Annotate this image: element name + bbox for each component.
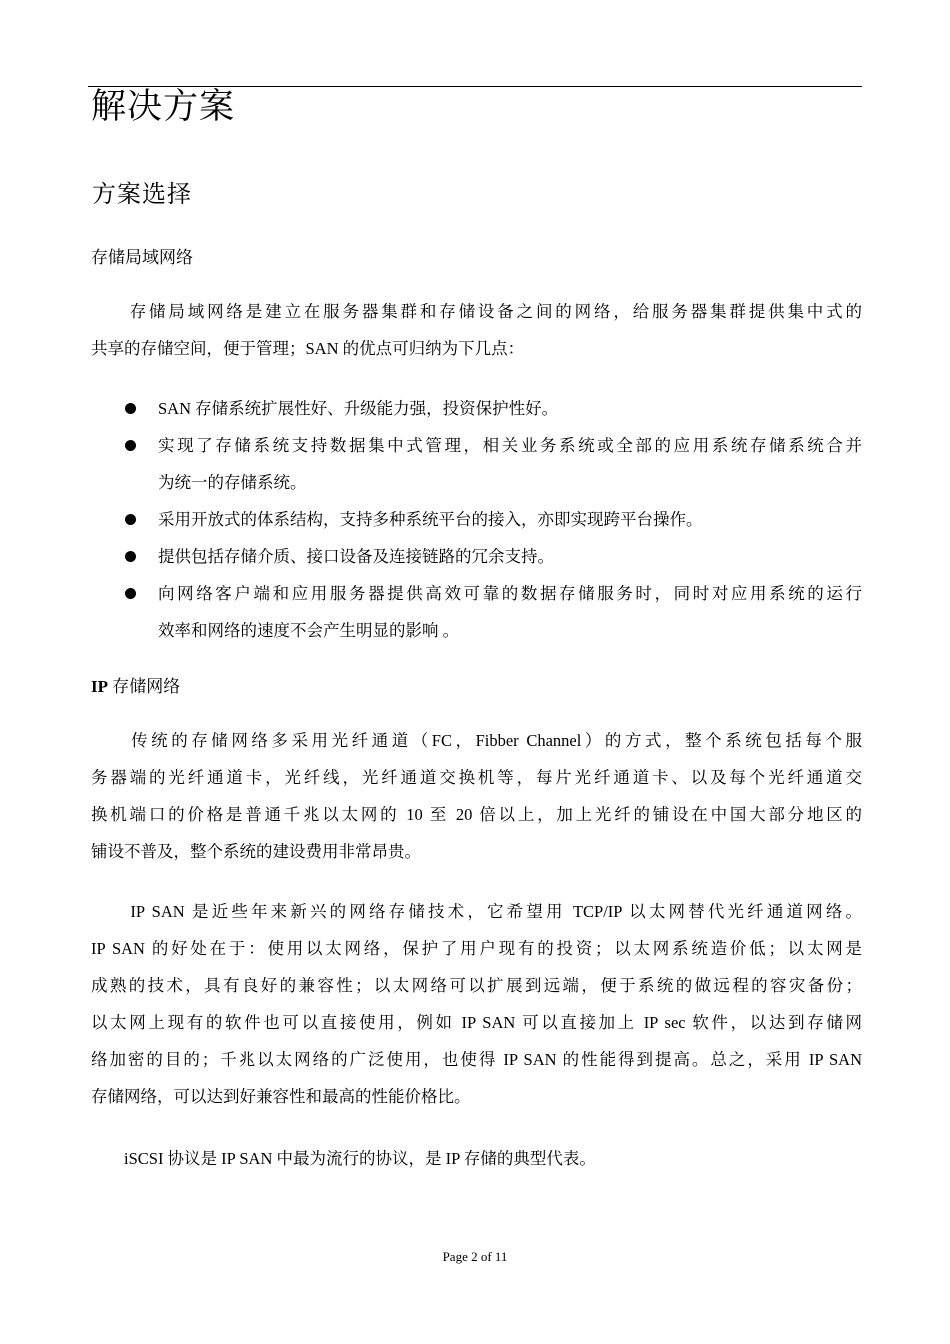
san-subheading: 存储局域网络 [91, 248, 193, 267]
list-item [91, 538, 862, 575]
text-line: SAN 存储系统扩展性好、升级能力强，投资保护性好。 [158, 399, 559, 418]
text-line: IP SAN 的好处在于：使用以太网络，保护了用户现有的投资；以太网系统造价低；以太网是 [91, 939, 862, 958]
bullet-icon [125, 403, 136, 414]
ipsan-paragraph [91, 893, 862, 1115]
text-line: 存储局域网络是建立在服务器集群和存储设备之间的网络，给服务器集群提供集中式的 [91, 302, 862, 321]
text-line: 实现了存储系统支持数据集中式管理，相关业务系统或全部的应用系统存储系统合并 [158, 436, 862, 455]
ip-subheading-rest: 存储网络 [108, 677, 181, 696]
iscsi-paragraph [91, 1140, 862, 1177]
text-line: 铺设不普及，整个系统的建设费用非常昂贵。 [91, 842, 421, 861]
text-line: 提供包括存储介质、接口设备及连接链路的冗余支持。 [158, 547, 554, 566]
text-line: 以太网上现有的软件也可以直接使用，例如 IP SAN 可以直接加上 IP sec 软件，以达到存储网 [91, 1013, 862, 1032]
list-item [91, 427, 862, 501]
list-item [91, 575, 862, 649]
ip-subheading-bold: IP [91, 677, 108, 696]
text-line: IP SAN 是近些年来新兴的网络存储技术，它希望用 TCP/IP 以太网替代光纤通道网络。 [91, 902, 862, 921]
text-line: 共享的存储空间，便于管理；SAN 的优点可归纳为下几点： [91, 339, 525, 358]
text-line: 务器端的光纤通道卡，光纤线，光纤通道交换机等，每片光纤通道卡、以及每个光纤通道交 [91, 768, 862, 787]
san-advantages-list [91, 390, 862, 649]
bullet-icon [125, 588, 136, 599]
san-intro-paragraph [91, 293, 862, 367]
section-heading: 方案选择 [92, 180, 192, 208]
text-line: 存储网络，可以达到好兼容性和最高的性能价格比。 [91, 1087, 471, 1106]
text-line: 效率和网络的速度不会产生明显的影响 。 [158, 621, 460, 640]
list-item [91, 501, 862, 538]
text-line: 采用开放式的体系结构，支持多种系统平台的接入，亦即实现跨平台操作。 [158, 510, 703, 529]
text-line: 为统一的存储系统。 [158, 473, 307, 492]
text-line: 向网络客户端和应用服务器提供高效可靠的数据存储服务时，同时对应用系统的运行 [158, 584, 862, 603]
text-line: iSCSI 协议是 IP SAN 中最为流行的协议，是 IP 存储的典型代表。 [91, 1149, 596, 1168]
text-line: 传统的存储网络多采用光纤通道（FC，Fibber Channel）的方式，整个系统包括每个服 [91, 731, 862, 750]
list-item [91, 390, 862, 427]
bullet-icon [125, 551, 136, 562]
ip-subheading [91, 676, 180, 698]
bullet-icon [125, 514, 136, 525]
page-number-footer: Page 2 of 11 [442, 1249, 508, 1264]
fc-paragraph [91, 722, 862, 870]
text-line: 换机端口的价格是普通千兆以太网的 10 至 20 倍以上，加上光纤的铺设在中国大部分地区的 [91, 805, 862, 824]
text-line: 成熟的技术，具有良好的兼容性；以太网络可以扩展到远端，便于系统的做远程的容灾备份； [91, 976, 862, 995]
text-line: 络加密的目的；千兆以太网络的广泛使用，也使得 IP SAN 的性能得到提高。总之，采用 IP SAN [91, 1050, 862, 1069]
main-heading: 解决方案 [91, 87, 236, 127]
bullet-icon [125, 440, 136, 451]
